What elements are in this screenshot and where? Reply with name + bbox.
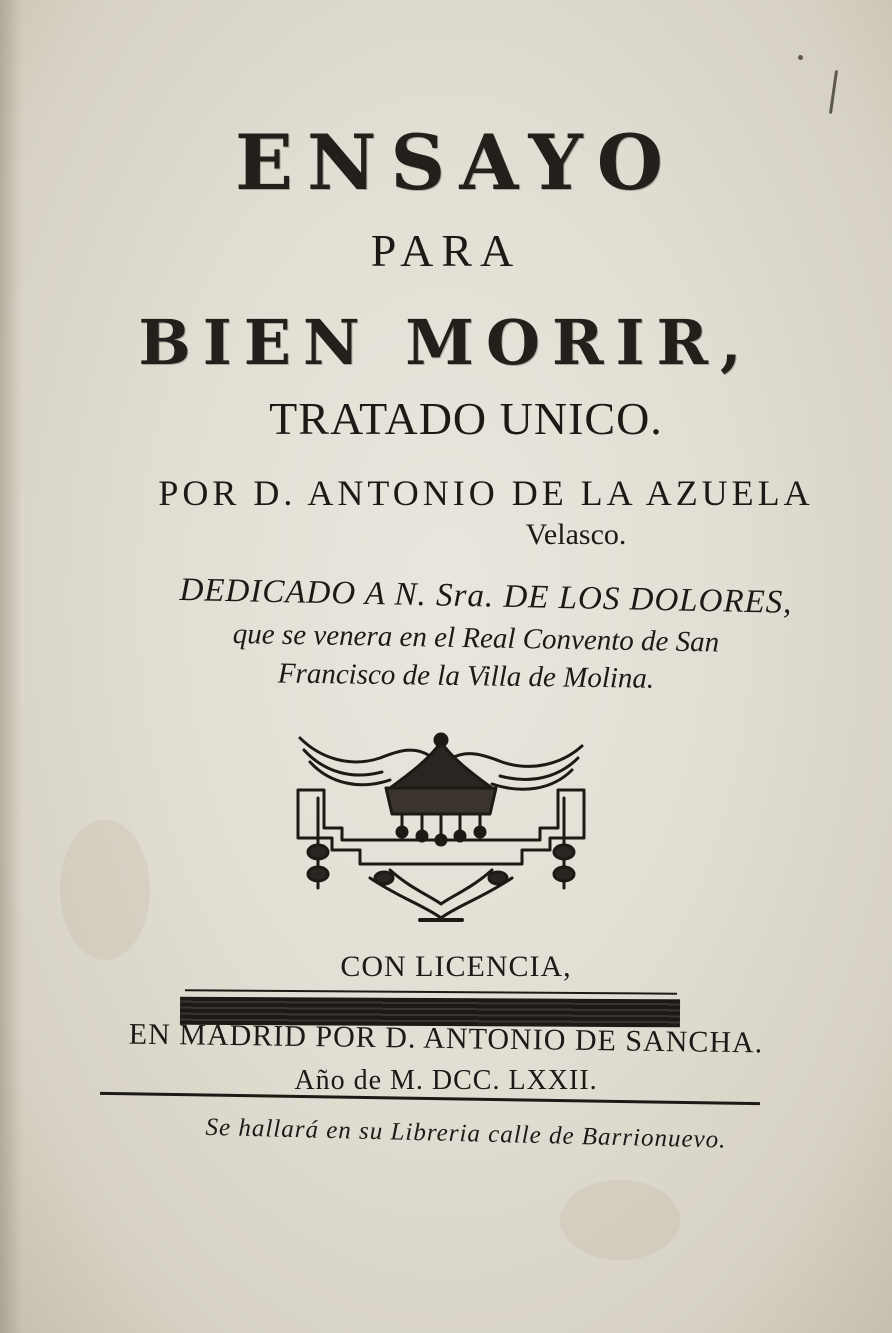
author-surname: Velasco. — [525, 518, 627, 551]
title-line-3: BIEN MORIR, — [138, 306, 754, 379]
title-line-1: ENSAYO — [235, 118, 677, 207]
footer-line: Se hallará en su Libreria calle de Barrionuevo. — [205, 1113, 727, 1154]
imprint-line-2: Año de M. DCC. LXXII. — [294, 1065, 598, 1096]
dedication-line-1: DEDICADO A N. Sra. DE LOS DOLORES, — [179, 572, 793, 621]
paper-stain — [60, 820, 150, 960]
dedication-line-2: que se venera en el Real Convento de San — [232, 618, 720, 659]
license-line: CON LICENCIA, — [340, 950, 572, 983]
title-line-2: PARA — [370, 225, 522, 276]
subtitle: TRATADO UNICO. — [269, 393, 663, 444]
rule-thin — [185, 989, 677, 994]
ink-speck — [798, 55, 803, 60]
imprint-line-1: EN MADRID POR D. ANTONIO DE SANCHA. — [128, 1017, 764, 1060]
author-line: POR D. ANTONIO DE LA AZUELA — [158, 473, 814, 513]
ink-speck — [829, 70, 838, 114]
printers-ornament-icon — [290, 728, 592, 928]
dedication-line-3: Francisco de la Villa de Molina. — [277, 657, 655, 695]
paper-stain — [560, 1180, 680, 1260]
